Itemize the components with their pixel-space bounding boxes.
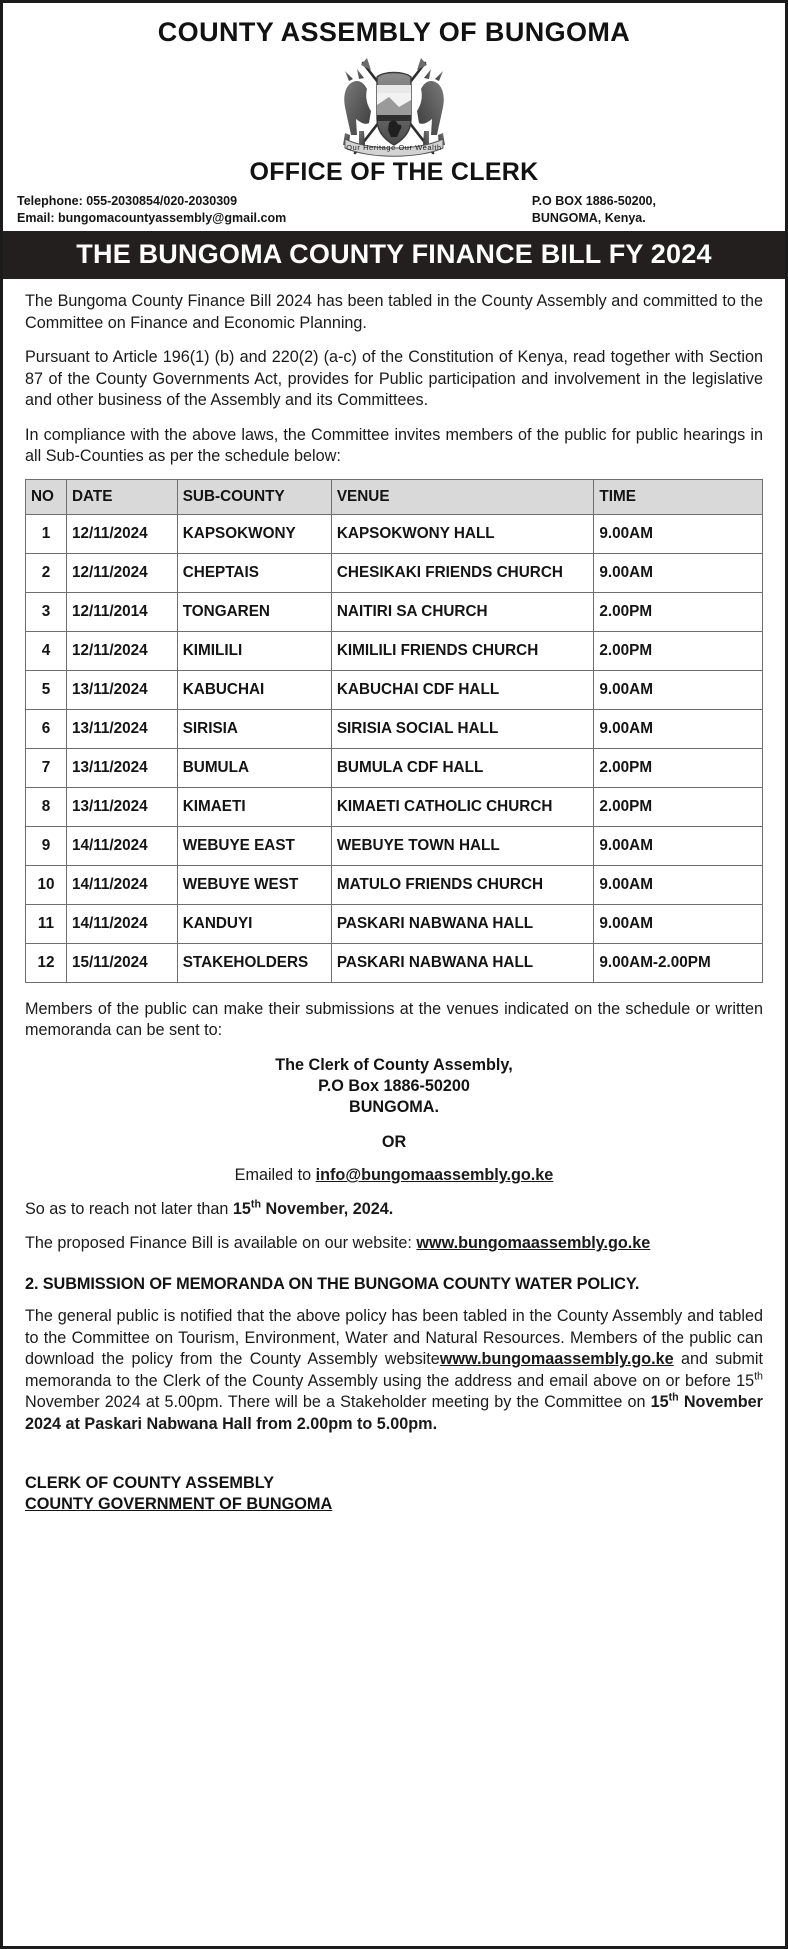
cell-no: 7 (26, 748, 67, 787)
table-header (26, 479, 763, 514)
col-header-time: TIME (594, 479, 763, 514)
cell-venue: MATULO FRIENDS CHURCH (331, 865, 594, 904)
cell-subcounty: KANDUYI (177, 904, 331, 943)
signoff-line-2: COUNTY GOVERNMENT OF BUNGOMA (25, 1495, 333, 1514)
cell-time: 9.00AM (594, 709, 763, 748)
table-header-row (26, 479, 763, 514)
page-title: COUNTY ASSEMBLY OF BUNGOMA (157, 17, 631, 47)
banner-title: THE BUNGOMA COUNTY FINANCE BILL FY 2024 (3, 231, 785, 279)
table-row (26, 514, 763, 553)
cell-no: 9 (26, 826, 67, 865)
contact-row (3, 187, 785, 231)
cell-date: 12/11/2024 (66, 631, 177, 670)
cell-no: 2 (26, 553, 67, 592)
cell-subcounty: CHEPTAIS (177, 553, 331, 592)
section2-part3: November 2024 at 5.00pm. There will be a Stakeholder meeting by the Committee on (25, 1393, 651, 1412)
cell-time: 9.00AM (594, 904, 763, 943)
cell-subcounty: SIRISIA (177, 709, 331, 748)
svg-text:Our Heritage Our Wealth: Our Heritage Our Wealth (346, 143, 442, 152)
signoff-block (25, 1473, 763, 1515)
cell-venue: KIMILILI FRIENDS CHURCH (331, 631, 594, 670)
col-header-venue: VENUE (331, 479, 594, 514)
submissions-section (3, 983, 785, 1515)
or-separator: OR (381, 1133, 407, 1152)
cell-date: 14/11/2024 (66, 904, 177, 943)
col-header-subcounty: SUB-COUNTY (177, 479, 331, 514)
table-row (26, 709, 763, 748)
deadline-rest: November, 2024. (260, 1200, 394, 1219)
address-line-3: BUNGOMA. (349, 1098, 439, 1117)
assembly-website-link[interactable]: www.bungomaassembly.go.ke (416, 1234, 651, 1253)
cell-date: 14/11/2024 (66, 826, 177, 865)
section2-ordinal-2: th (668, 1391, 679, 1404)
cell-no: 11 (26, 904, 67, 943)
cell-venue: KABUCHAI CDF HALL (331, 670, 594, 709)
table-row (26, 631, 763, 670)
signoff-line-1: CLERK OF COUNTY ASSEMBLY (25, 1474, 275, 1493)
cell-time: 2.00PM (594, 631, 763, 670)
cell-date: 12/11/2024 (66, 514, 177, 553)
po-box-text: P.O BOX 1886-50200, (531, 194, 656, 208)
contact-right (532, 193, 771, 226)
cell-subcounty: WEBUYE WEST (177, 865, 331, 904)
col-header-no: NO (26, 479, 67, 514)
cell-venue: PASKARI NABWANA HALL (331, 943, 594, 982)
table-row (26, 943, 763, 982)
intro-section (3, 279, 785, 983)
emailed-to-prefix: Emailed to (234, 1166, 316, 1185)
emailed-to-line (25, 1166, 763, 1185)
cell-time: 2.00PM (594, 592, 763, 631)
stakeholder-details: November 2024 at Paskari Nabwana Hall from 2.00pm to 5.00pm. (25, 1393, 763, 1433)
cell-venue: BUMULA CDF HALL (331, 748, 594, 787)
cell-venue: KIMAETI CATHOLIC CHURCH (331, 787, 594, 826)
cell-date: 13/11/2024 (66, 709, 177, 748)
cell-subcounty: KABUCHAI (177, 670, 331, 709)
section2-heading: 2. SUBMISSION OF MEMORANDA ON THE BUNGOMA COUNTY WATER POLICY. (25, 1275, 640, 1294)
office-subtitle: OFFICE OF THE CLERK (249, 158, 539, 186)
policy-website-link[interactable]: www.bungomaassembly.go.ke (439, 1350, 674, 1369)
email-text: Email: bungomacountyassembly@gmail.com (17, 210, 287, 225)
cell-time: 9.00AM (594, 514, 763, 553)
cell-no: 10 (26, 865, 67, 904)
cell-no: 6 (26, 709, 67, 748)
hearings-schedule-table (25, 479, 763, 983)
table-row (26, 670, 763, 709)
cell-venue: NAITIRI SA CHURCH (331, 592, 594, 631)
cell-venue: SIRISIA SOCIAL HALL (331, 709, 594, 748)
deadline-day: 15 (232, 1200, 251, 1219)
cell-time: 9.00AM (594, 553, 763, 592)
cell-no: 5 (26, 670, 67, 709)
table-row (26, 826, 763, 865)
deadline-ordinal: th (250, 1198, 261, 1211)
clerk-address-block (25, 1055, 763, 1118)
cell-subcounty: KAPSOKWONY (177, 514, 331, 553)
section2-body (25, 1306, 763, 1435)
cell-date: 15/11/2024 (66, 943, 177, 982)
cell-no: 1 (26, 514, 67, 553)
website-prefix: The proposed Finance Bill is available on our website: (25, 1234, 417, 1253)
table-row (26, 748, 763, 787)
stakeholder-day: 15 (650, 1393, 669, 1412)
table-row (26, 865, 763, 904)
coat-of-arms-icon (304, 52, 484, 160)
table-body (26, 514, 763, 982)
intro-paragraph-3: In compliance with the above laws, the Committee invites members of the public for public hearings in all Sub-Counties as per the schedule below: (25, 425, 763, 466)
cell-venue: CHESIKAKI FRIENDS CHURCH (331, 553, 594, 592)
cell-date: 13/11/2024 (66, 787, 177, 826)
masthead (3, 3, 785, 187)
submission-email-link[interactable]: info@bungomaassembly.go.ke (315, 1166, 554, 1185)
cell-date: 12/11/2014 (66, 592, 177, 631)
section2-ordinal-1: th (754, 1370, 763, 1383)
contact-left (17, 193, 286, 226)
cell-no: 4 (26, 631, 67, 670)
table-row (26, 553, 763, 592)
cell-subcounty: WEBUYE EAST (177, 826, 331, 865)
cell-subcounty: BUMULA (177, 748, 331, 787)
cell-date: 14/11/2024 (66, 865, 177, 904)
telephone-text: Telephone: 055-2030854/020-2030309 (17, 194, 238, 208)
address-line-1: The Clerk of County Assembly, (275, 1055, 513, 1074)
intro-paragraph-1: The Bungoma County Finance Bill 2024 has been tabled in the County Assembly and committed to the Committee on Finance and Economic Planning. (25, 292, 763, 332)
cell-subcounty: TONGAREN (177, 592, 331, 631)
cell-subcounty: KIMILILI (177, 631, 331, 670)
cell-date: 13/11/2024 (66, 670, 177, 709)
address-line-2: P.O Box 1886-50200 (318, 1076, 470, 1095)
deadline-prefix: So as to reach not later than (25, 1200, 233, 1219)
cell-time: 2.00PM (594, 787, 763, 826)
cell-time: 9.00AM (594, 865, 763, 904)
deadline-line (25, 1200, 763, 1219)
section2-part2: and submit memoranda to the Clerk of the County Assembly using the address and email above on or before 15 (25, 1350, 763, 1390)
cell-time: 2.00PM (594, 748, 763, 787)
cell-date: 12/11/2024 (66, 553, 177, 592)
cell-time: 9.00AM-2.00PM (594, 943, 763, 982)
cell-no: 12 (26, 943, 67, 982)
intro-paragraph-2: Pursuant to Article 196(1) (b) and 220(2) (a-c) of the Constitution of Kenya, read together with Section 87 of the County Governments Act, provides for Public participation and involvement in the legislative and other business of the Assembly and its Committees. (25, 348, 763, 410)
cell-no: 8 (26, 787, 67, 826)
website-line (25, 1234, 763, 1253)
cell-venue: WEBUYE TOWN HALL (331, 826, 594, 865)
cell-venue: PASKARI NABWANA HALL (331, 904, 594, 943)
cell-no: 3 (26, 592, 67, 631)
table-row (26, 904, 763, 943)
submissions-intro: Members of the public can make their submissions at the venues indicated on the schedule or written memoranda can be sent to: (25, 999, 763, 1040)
section2-part1: The general public is notified that the above policy has been tabled in the County Assembly and tabled to the Committee on Tourism, Environment, Water and Natural Resources. Members of the public can download the policy from the County Assembly website (25, 1307, 763, 1369)
cell-subcounty: KIMAETI (177, 787, 331, 826)
cell-time: 9.00AM (594, 670, 763, 709)
city-text: BUNGOMA, Kenya. (531, 210, 646, 225)
cell-venue: KAPSOKWONY HALL (331, 514, 594, 553)
table-row (26, 592, 763, 631)
table-row (26, 787, 763, 826)
cell-date: 13/11/2024 (66, 748, 177, 787)
cell-time: 9.00AM (594, 826, 763, 865)
cell-subcounty: STAKEHOLDERS (177, 943, 331, 982)
col-header-date: DATE (66, 479, 177, 514)
